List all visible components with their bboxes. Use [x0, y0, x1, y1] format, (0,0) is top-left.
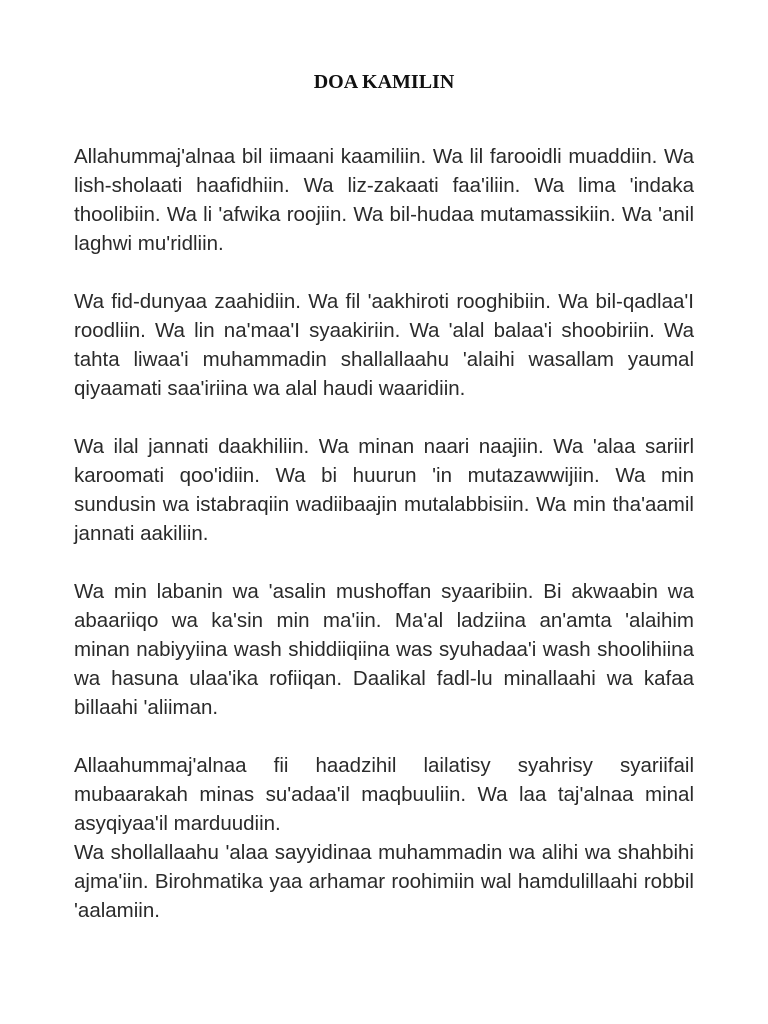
- paragraph-2: Wa fid-dunyaa zaahidiin. Wa fil 'aakhiroti rooghibiin. Wa bil-qadlaa'I roodliin. Wa lin na'maa'I syaakiriin. Wa 'alal balaa'i shoobiriin. Wa tahta liwaa'i muhammadin shallallaahu 'alaihi wasallam yaumal qiyaamati saa'iriina wa alal haudi waaridiin.: [74, 290, 694, 400]
- paragraph-1: Allahummaj'alnaa bil iimaani kaamiliin. Wa lil farooidli muaddiin. Wa lish-sholaati haafidhiin. Wa liz-zakaati faa'iliin. Wa lima 'indaka thoolibiin. Wa li 'afwika roojiin. Wa bil-hudaa mutamassikiin. Wa 'anil laghwi mu'ridliin.: [74, 145, 694, 255]
- document-title: DOA KAMILIN: [313, 71, 455, 93]
- document-body: [74, 142, 694, 925]
- paragraph-5: Allaahummaj'alnaa fii haadzihil lailatisy syahrisy syariifail mubaarakah minas su'adaa'il maqbuuliin. Wa laa taj'alnaa minal asyqiyaa'il marduudiin.: [74, 754, 694, 835]
- paragraph-4: Wa min labanin wa 'asalin mushoffan syaaribiin. Bi akwaabin wa abaariiqo wa ka'sin min ma'iin. Ma'al ladziina an'amta 'alaihim minan nabiyyiina wash shiddiiqiina was syuhadaa'i wash shoolihiina wa hasuna ulaa'ika rofiiqan. Daalikal fadl-lu minallaahi wa kafaa billaahi 'aliiman.: [74, 580, 694, 719]
- paragraph-6: Wa shollallaahu 'alaa sayyidinaa muhammadin wa alihi wa shahbihi ajma'iin. Birohmatika yaa arhamar roohimiin wal hamdulillaahi robbil 'aalamiin.: [74, 841, 694, 922]
- paragraph-3: Wa ilal jannati daakhiliin. Wa minan naari naajiin. Wa 'alaa sariirl karoomati qoo'idiin. Wa bi huurun 'in mutazawwijiin. Wa min sundusin wa istabraqiin wadiibaajin mutalabbisiin. Wa min tha'aamil jannati aakiliin.: [74, 435, 694, 545]
